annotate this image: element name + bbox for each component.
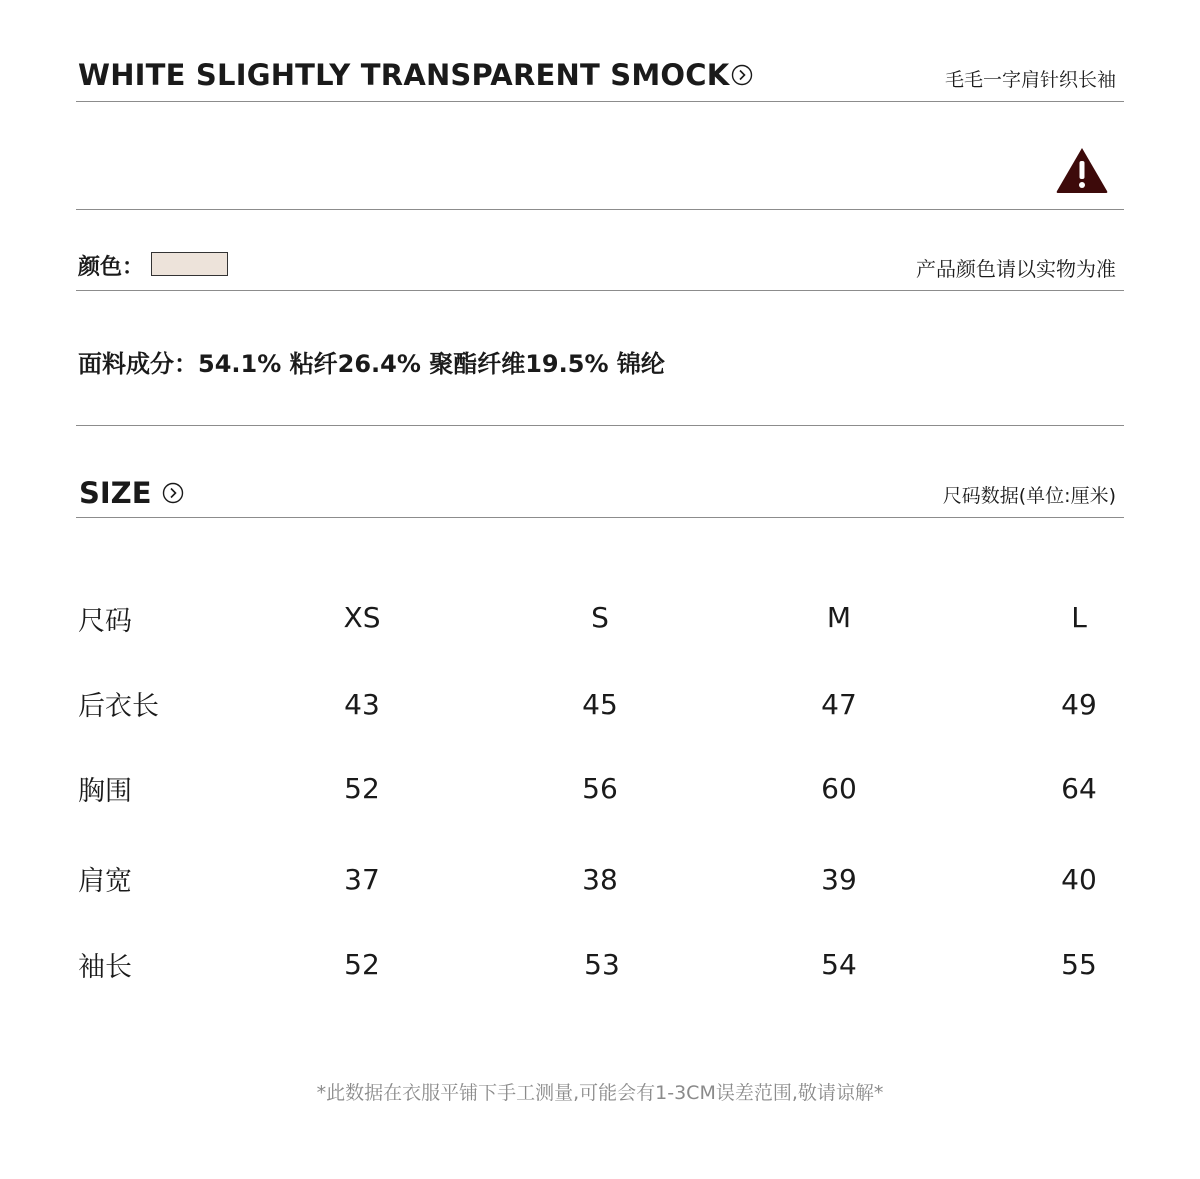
table-cell: 37 [344,863,380,896]
size-title: SIZE [79,476,152,510]
table-cell: 45 [582,688,618,721]
table-cell: 43 [344,688,380,721]
row-label: 后衣长 [78,691,159,722]
table-cell: 56 [582,772,618,805]
warning-triangle-icon [1054,145,1110,195]
divider [76,425,1124,426]
size-s: S [591,601,609,634]
row-label: 胸围 [78,776,132,807]
table-cell: 52 [344,772,380,805]
circle-chevron-right-icon [162,482,184,504]
table-header-label: 尺码 [78,606,132,637]
circle-chevron-right-icon [731,64,753,86]
divider [76,101,1124,102]
divider [76,517,1124,518]
table-cell: 49 [1061,688,1097,721]
size-m: M [826,601,852,634]
size-title-row [79,476,184,510]
table-cell: 55 [1061,948,1097,981]
row-label: 袖长 [78,952,132,983]
size-xs: XS [343,601,381,634]
divider [76,209,1124,210]
size-unit-note: 尺码数据(单位:厘米) [942,485,1116,507]
fabric-composition: 面料成分：54.1% 粘纤26.4% 聚酯纤维19.5% 锦纶 [78,350,665,378]
product-subtitle-cn: 毛毛一字肩针织长袖 [944,69,1116,91]
measurement-footnote: *此数据在衣服平铺下手工测量,可能会有1-3CM误差范围,敬请谅解* [316,1082,884,1104]
row-label: 肩宽 [78,866,132,897]
product-title-row [78,58,753,92]
table-cell: 47 [821,688,857,721]
size-l: L [1071,601,1087,634]
table-cell: 64 [1061,772,1097,805]
table-cell: 60 [821,772,857,805]
divider [76,290,1124,291]
table-cell: 38 [582,863,618,896]
table-cell: 54 [821,948,857,981]
color-note: 产品颜色请以实物为准 [916,257,1116,281]
product-title: WHITE SLIGHTLY TRANSPARENT SMOCK [78,58,730,92]
table-cell: 53 [584,948,620,981]
table-cell: 39 [821,863,857,896]
table-cell: 52 [344,948,380,981]
color-label: 颜色： [78,255,145,280]
color-swatch [151,252,228,276]
table-cell: 40 [1061,863,1097,896]
